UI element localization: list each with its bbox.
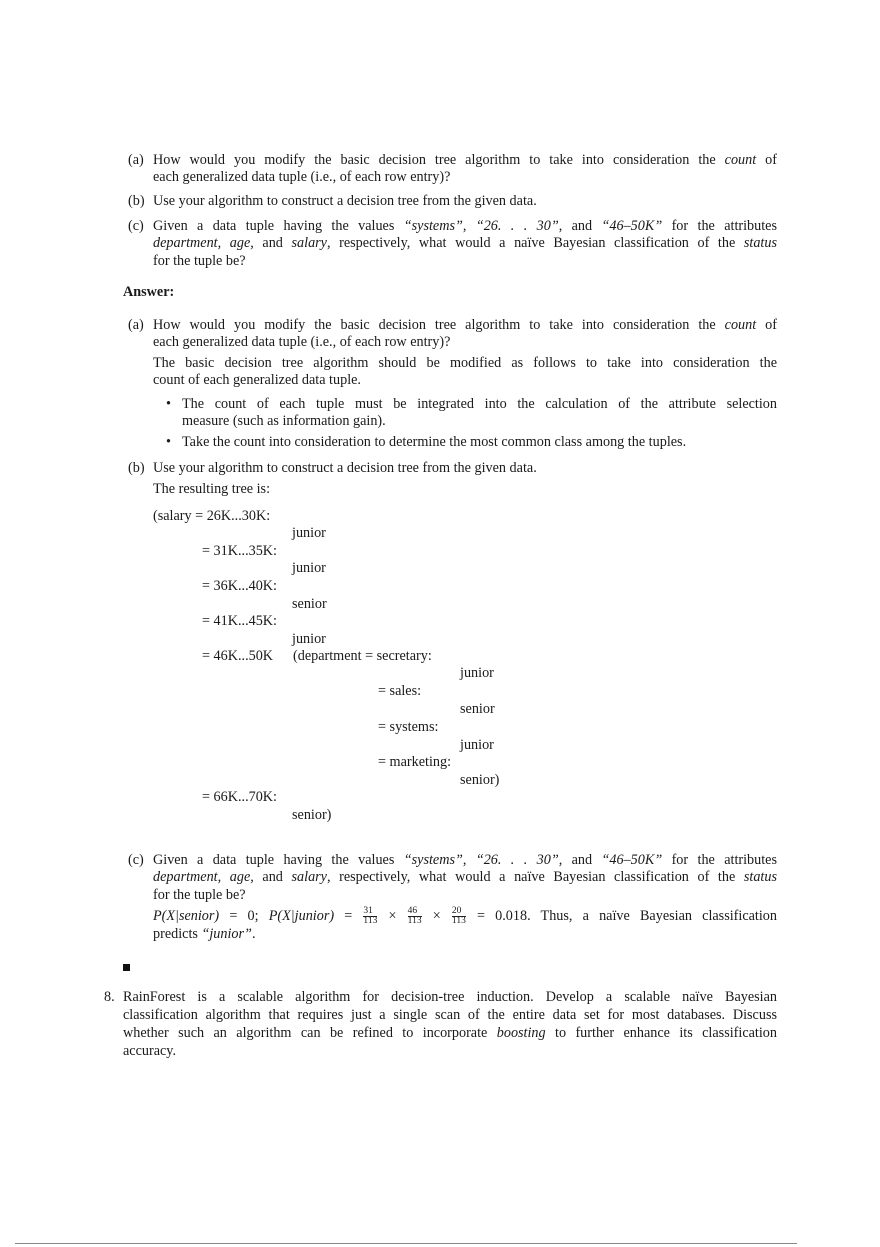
- q-c-line3: for the tuple be?: [153, 253, 246, 269]
- tree-node: = marketing:: [378, 754, 452, 770]
- tree-node: = 41K...45K:: [202, 613, 277, 629]
- q8-label: 8.: [104, 989, 115, 1005]
- q-c-line1: Given a data tuple having the values “systems”, “26. . . 30”, and “46–50K” for the attributes: [153, 218, 777, 234]
- tree-node: = sales:: [378, 683, 422, 699]
- tree-node: (salary = 26K...30K:: [153, 508, 271, 524]
- ans-b-line1: Use your algorithm to construct a decision tree from the given data.: [153, 460, 537, 476]
- tree-node: = 31K...35K:: [202, 543, 277, 559]
- footer-rule: [15, 1243, 797, 1244]
- ans-a-label: (a): [128, 317, 144, 333]
- q-b-label: (b): [128, 193, 145, 209]
- bullet1-line1: The count of each tuple must be integrated into the calculation of the attribute selection: [182, 396, 777, 412]
- bullet2: Take the count into consideration to determine the most common class among the tuples.: [182, 434, 687, 450]
- q8-line4: accuracy.: [123, 1043, 177, 1059]
- tree-leaf: senior: [292, 596, 327, 612]
- ans-a-text: The basic decision tree algorithm should be modified as follows to take into consideration the: [153, 355, 777, 371]
- tree-node: = 36K...40K:: [202, 578, 277, 594]
- ans-b-label: (b): [128, 460, 145, 476]
- fraction: $\frac{20}{113}$: [451, 906, 466, 927]
- ans-c-line1: Given a data tuple having the values “systems”, “26. . . 30”, and “46–50K” for the attributes: [153, 852, 777, 868]
- ans-a-line2: each generalized data tuple (i.e., of each row entry)?: [153, 334, 451, 350]
- fraction: $\frac{31}{113}$: [363, 906, 378, 927]
- q-a-line2: each generalized data tuple (i.e., of each row entry)?: [153, 169, 451, 185]
- answer-heading: Answer:: [123, 284, 175, 300]
- q-a-line1: How would you modify the basic decision tree algorithm to take into consideration the count of: [153, 152, 777, 168]
- ans-c-line3: for the tuple be?: [153, 887, 246, 903]
- tree-node: = 46K...50K: [202, 648, 274, 664]
- tree-leaf: senior): [292, 807, 332, 823]
- ans-c-line2: department, age, and salary, respectively, what would a naïve Bayesian classification of the status: [153, 869, 777, 885]
- tree-leaf: junior: [460, 665, 494, 681]
- tree-leaf: senior: [460, 701, 495, 717]
- tree-leaf: junior: [292, 560, 326, 576]
- tree-node: = systems:: [378, 719, 439, 735]
- ans-a-text2: count of each generalized data tuple.: [153, 372, 361, 388]
- tree-leaf: junior: [292, 525, 326, 541]
- q8-line1: RainForest is a scalable algorithm for decision-tree induction. Develop a scalable naïve Bayesian: [123, 989, 777, 1005]
- ans-b-text: The resulting tree is:: [153, 481, 271, 497]
- bullet-icon: •: [166, 396, 171, 412]
- bullet-icon: •: [166, 434, 171, 450]
- q8-line2: classification algorithm that requires just a single scan of the entire data set for most databases. Discuss: [123, 1007, 777, 1023]
- tree-node: = 66K...70K:: [202, 789, 277, 805]
- q8-line3: whether such an algorithm can be refined to incorporate boosting to further enhance its classification: [123, 1025, 777, 1041]
- tree-leaf: junior: [460, 737, 494, 753]
- tree-leaf: junior: [292, 631, 326, 647]
- ans-a-line1: How would you modify the basic decision tree algorithm to take into consideration the count of: [153, 317, 777, 333]
- ans-c-label: (c): [128, 852, 144, 868]
- tree-node: (department = secretary:: [293, 648, 432, 664]
- q-a-label: (a): [128, 152, 144, 168]
- bullet1-line2: measure (such as information gain).: [182, 413, 386, 429]
- qed-square-icon: [123, 964, 130, 971]
- q-c-label: (c): [128, 218, 144, 234]
- bayes-formula: P(X|senior) = 0; P(X|junior) = $\frac{31}{113}$ × $\frac{46}{113}$ × $\frac{20}{113}$ = 0.018. Thus, a naïve Bayesian classification: [153, 906, 777, 927]
- q-c-line2: department, age, and salary, respectively, what would a naïve Bayesian classification of the status: [153, 235, 777, 251]
- prediction: predicts “junior”.: [153, 926, 256, 942]
- q-b-line1: Use your algorithm to construct a decision tree from the given data.: [153, 193, 537, 209]
- tree-leaf: senior): [460, 772, 500, 788]
- fraction: $\frac{46}{113}$: [407, 906, 422, 927]
